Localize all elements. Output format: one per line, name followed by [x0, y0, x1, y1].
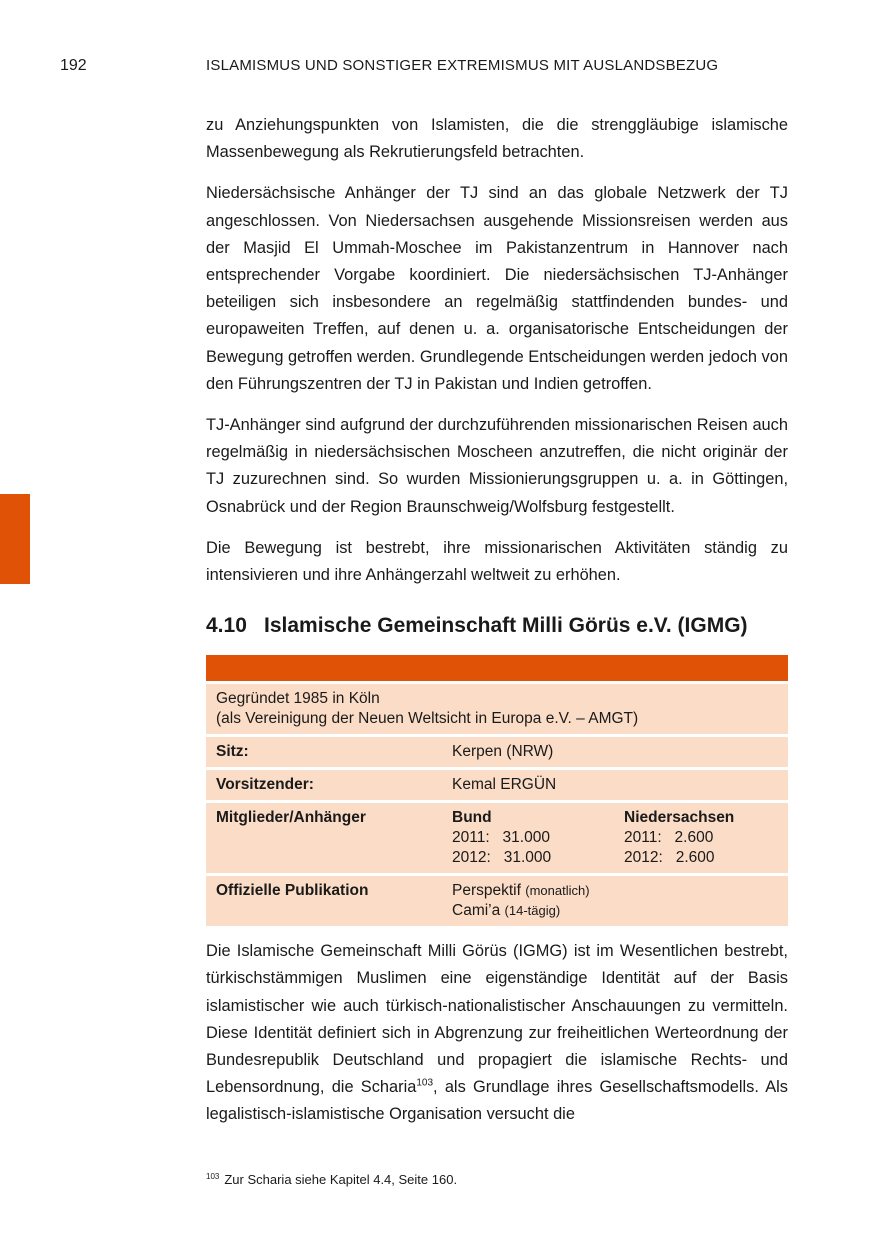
paragraph-5-part-2: , als Grundlage ihres Gesellschaftsmodells. Als legalistisch-islamistische Organisation versucht die — [206, 1078, 788, 1124]
table-row-seat — [206, 736, 788, 769]
seat-value: Kerpen (NRW) — [442, 736, 788, 769]
table-row-chair — [206, 769, 788, 802]
paragraph-5 — [206, 938, 788, 1128]
federal-2011: 2011: 31.000 — [452, 829, 550, 847]
table-row-publication — [206, 875, 788, 927]
federal-2012: 2012: 31.000 — [452, 849, 552, 867]
paragraph-3: TJ-Anhänger sind aufgrund der durchzuführenden missionarischen Reisen auch regelmäßig in niedersächsischen Moscheen anzutreffen, die nicht originär der TJ zuzurechnen sind. So wurden Missionierungsgruppen u. a. in Göttingen, Osnabrück und der Region Braunschweig/Wolfsburg festgestellt. — [206, 416, 788, 516]
footnote — [206, 1172, 457, 1187]
footnote-reference: 103 — [416, 1077, 434, 1089]
main-content — [206, 112, 788, 1143]
publication-2-name: Cami’a — [452, 902, 501, 920]
publication-label: Offizielle Publikation — [206, 875, 442, 927]
table-header-bar — [206, 655, 788, 683]
publication-1-name: Perspektif — [452, 882, 521, 900]
lower-saxony-heading: Niedersachsen — [624, 809, 735, 827]
footnote-text: Zur Scharia siehe Kapitel 4.4, Seite 160. — [224, 1172, 458, 1187]
federal-heading: Bund — [452, 809, 492, 827]
seat-label: Sitz: — [206, 736, 442, 769]
publication-2-frequency: (14-tägig) — [504, 903, 561, 919]
members-lower-saxony — [614, 802, 788, 875]
table-row-founded — [206, 683, 788, 736]
organization-info-table — [206, 655, 788, 926]
founded-line-2: (als Vereinigung der Neuen Weltsicht in Europa e.V. – AMGT) — [216, 710, 639, 728]
founded-line-1: Gegründet 1985 in Köln — [216, 690, 380, 708]
paragraph-1: zu Anziehungspunkten von Islamisten, die die strenggläubige islamische Massenbewegung als Rekrutierungsfeld betrachten. — [206, 116, 788, 162]
chair-label: Vorsitzender: — [206, 769, 442, 802]
running-header: ISLAMISMUS UND SONSTIGER EXTREMISMUS MIT AUSLANDSBEZUG — [206, 57, 719, 74]
chapter-side-tab — [0, 494, 30, 584]
members-federal — [442, 802, 614, 875]
footnote-number: 103 — [206, 1171, 220, 1181]
paragraph-2: Niedersächsische Anhänger der TJ sind an das globale Netzwerk der TJ angeschlossen. Von Niedersachsen ausgehende Missionsreisen werden aus der Masjid El Ummah-Moschee im Pakistanzentrum in Hannover nach entsprechender Vorgabe koordiniert. Die niedersächsischen TJ-Anhänger beteiligen sich insbesondere an regelmäßig stattfindenden bundes- und europaweiten Treffen, auf denen u. a. organisatorische Entscheidungen der Bewegung getroffen werden. Grundlegende Entscheidungen werden jedoch von den Führungszentren der TJ in Pakistan und Indien getroffen. — [206, 184, 788, 393]
publication-values — [442, 875, 788, 927]
paragraph-5-part-1: Die Islamische Gemeinschaft Milli Görüs (IGMG) ist im Wesentlichen bestrebt, türkischstämmigen Muslimen eine eigenständige Identität auf der Basis islamistischer wie auch türkisch-nationalistischer Anschauungen zu vermitteln. Diese Identität definiert sich in Abgrenzung zur freiheitlichen Werteordnung der Bundesrepublik Deutschland und propagiert die islamische Rechts- und Lebensordnung, die Scharia — [206, 942, 788, 1097]
section-number: 4.10 — [206, 614, 247, 638]
table-row-members — [206, 802, 788, 875]
page-number: 192 — [60, 57, 87, 74]
chair-value: Kemal ERGÜN — [442, 769, 788, 802]
publication-1-frequency: (monatlich) — [525, 883, 590, 899]
paragraph-4: Die Bewegung ist bestrebt, ihre missionarischen Aktivitäten ständig zu intensivieren und ihre Anhängerzahl weltweit zu erhöhen. — [206, 538, 788, 585]
section-heading — [206, 613, 788, 639]
members-label: Mitglieder/Anhänger — [206, 802, 442, 875]
lower-saxony-2012: 2012: 2.600 — [624, 849, 715, 867]
lower-saxony-2011: 2011: 2.600 — [624, 829, 714, 847]
section-title: Islamische Gemeinschaft Milli Görüs e.V. (IGMG) — [264, 614, 748, 638]
